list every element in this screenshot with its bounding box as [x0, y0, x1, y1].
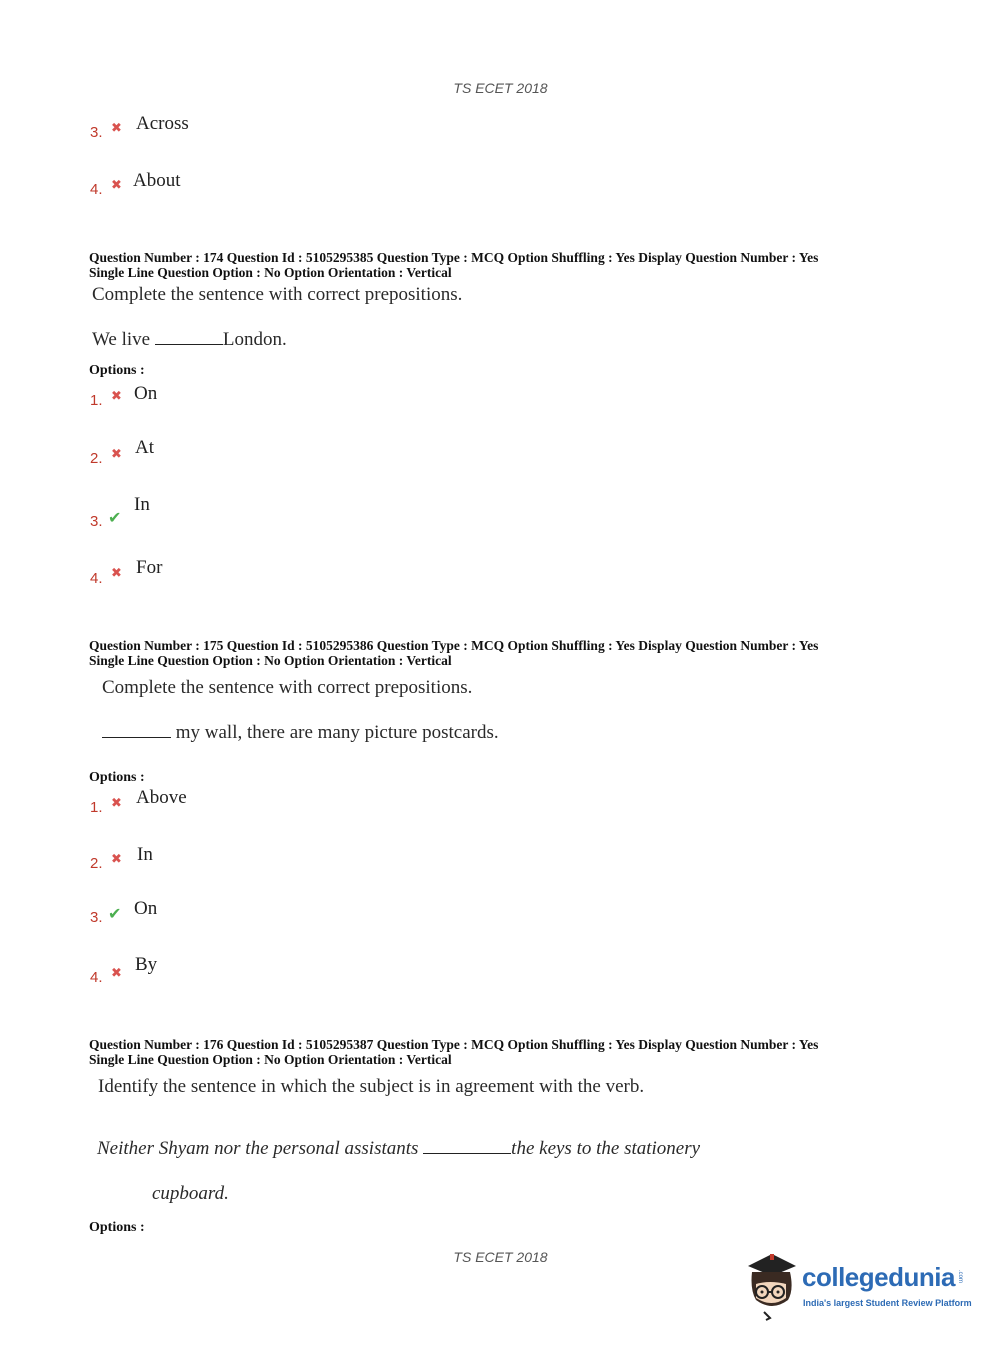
answer-blank: [155, 343, 223, 345]
option-number: 2.: [90, 855, 103, 872]
brand-name: collegedunia: [802, 1262, 955, 1292]
brand-tagline: India's largest Student Review Platform: [803, 1298, 972, 1308]
check-icon: ✔: [108, 904, 122, 923]
option-text: At: [135, 437, 154, 458]
option-text: In: [137, 844, 153, 865]
options-label: Options :: [89, 1220, 145, 1235]
question-sentence: We live London.: [92, 329, 287, 350]
option-text: By: [135, 954, 158, 975]
option-text: For: [136, 557, 163, 578]
option-text: Above: [136, 787, 187, 808]
option-number: 3.: [90, 124, 103, 141]
option-text: On: [134, 898, 158, 919]
cross-icon: ✖: [111, 178, 122, 193]
option-text: About: [133, 170, 181, 191]
question-instruction: Complete the sentence with correct prepositions.: [92, 284, 463, 305]
question-sentence: my wall, there are many picture postcards.: [102, 722, 499, 744]
option-text: Across: [136, 113, 189, 134]
option-number: 3.: [90, 909, 103, 926]
option-number: 1.: [90, 799, 103, 816]
option-row: [90, 124, 103, 142]
question-instruction: Complete the sentence with correct prepositions.: [102, 677, 473, 698]
option-row: [90, 181, 103, 199]
option-number: 4.: [90, 969, 103, 986]
cross-icon: ✖: [111, 852, 122, 867]
question-meta: Question Number : 176 Question Id : 5105295387 Question Type : MCQ Option Shuffling : Yes Display Question Number : Yes: [89, 1037, 819, 1052]
option-number: 1.: [90, 392, 103, 409]
question-instruction: Identify the sentence in which the subject is in agreement with the verb.: [98, 1076, 645, 1097]
option-text: In: [134, 494, 150, 515]
mascot-icon: [742, 1250, 798, 1322]
answer-blank: [423, 1152, 511, 1154]
cross-icon: ✖: [111, 796, 122, 811]
cross-icon: ✖: [111, 121, 122, 136]
question-meta: Single Line Question Option : No Option Orientation : Vertical: [89, 653, 452, 668]
option-text: On: [134, 383, 158, 404]
question-sentence: Neither Shyam nor the personal assistants the keys to the stationery: [97, 1138, 701, 1159]
cross-icon: ✖: [111, 389, 122, 404]
answer-blank: [102, 736, 171, 738]
cross-icon: ✖: [111, 966, 122, 981]
brand-suffix: .com: [957, 1270, 963, 1284]
check-icon: ✔: [108, 508, 122, 527]
question-sentence-continued: cupboard.: [152, 1183, 229, 1204]
options-label: Options :: [89, 770, 145, 785]
option-number: 4.: [90, 181, 103, 198]
option-number: 2.: [90, 450, 103, 467]
page-header: TS ECET 2018: [453, 80, 548, 96]
options-label: Options :: [89, 363, 145, 378]
question-meta: Question Number : 175 Question Id : 5105295386 Question Type : MCQ Option Shuffling : Yes Display Question Number : Yes: [89, 638, 819, 653]
question-meta: Single Line Question Option : No Option Orientation : Vertical: [89, 1052, 452, 1067]
question-meta: Single Line Question Option : No Option Orientation : Vertical: [89, 265, 452, 280]
option-number: 4.: [90, 570, 103, 587]
cross-icon: ✖: [111, 566, 122, 581]
page-footer: TS ECET 2018: [453, 1249, 548, 1265]
cross-icon: ✖: [111, 447, 122, 462]
option-number: 3.: [90, 513, 103, 530]
question-meta: Question Number : 174 Question Id : 5105295385 Question Type : MCQ Option Shuffling : Yes Display Question Number : Yes: [89, 250, 819, 265]
